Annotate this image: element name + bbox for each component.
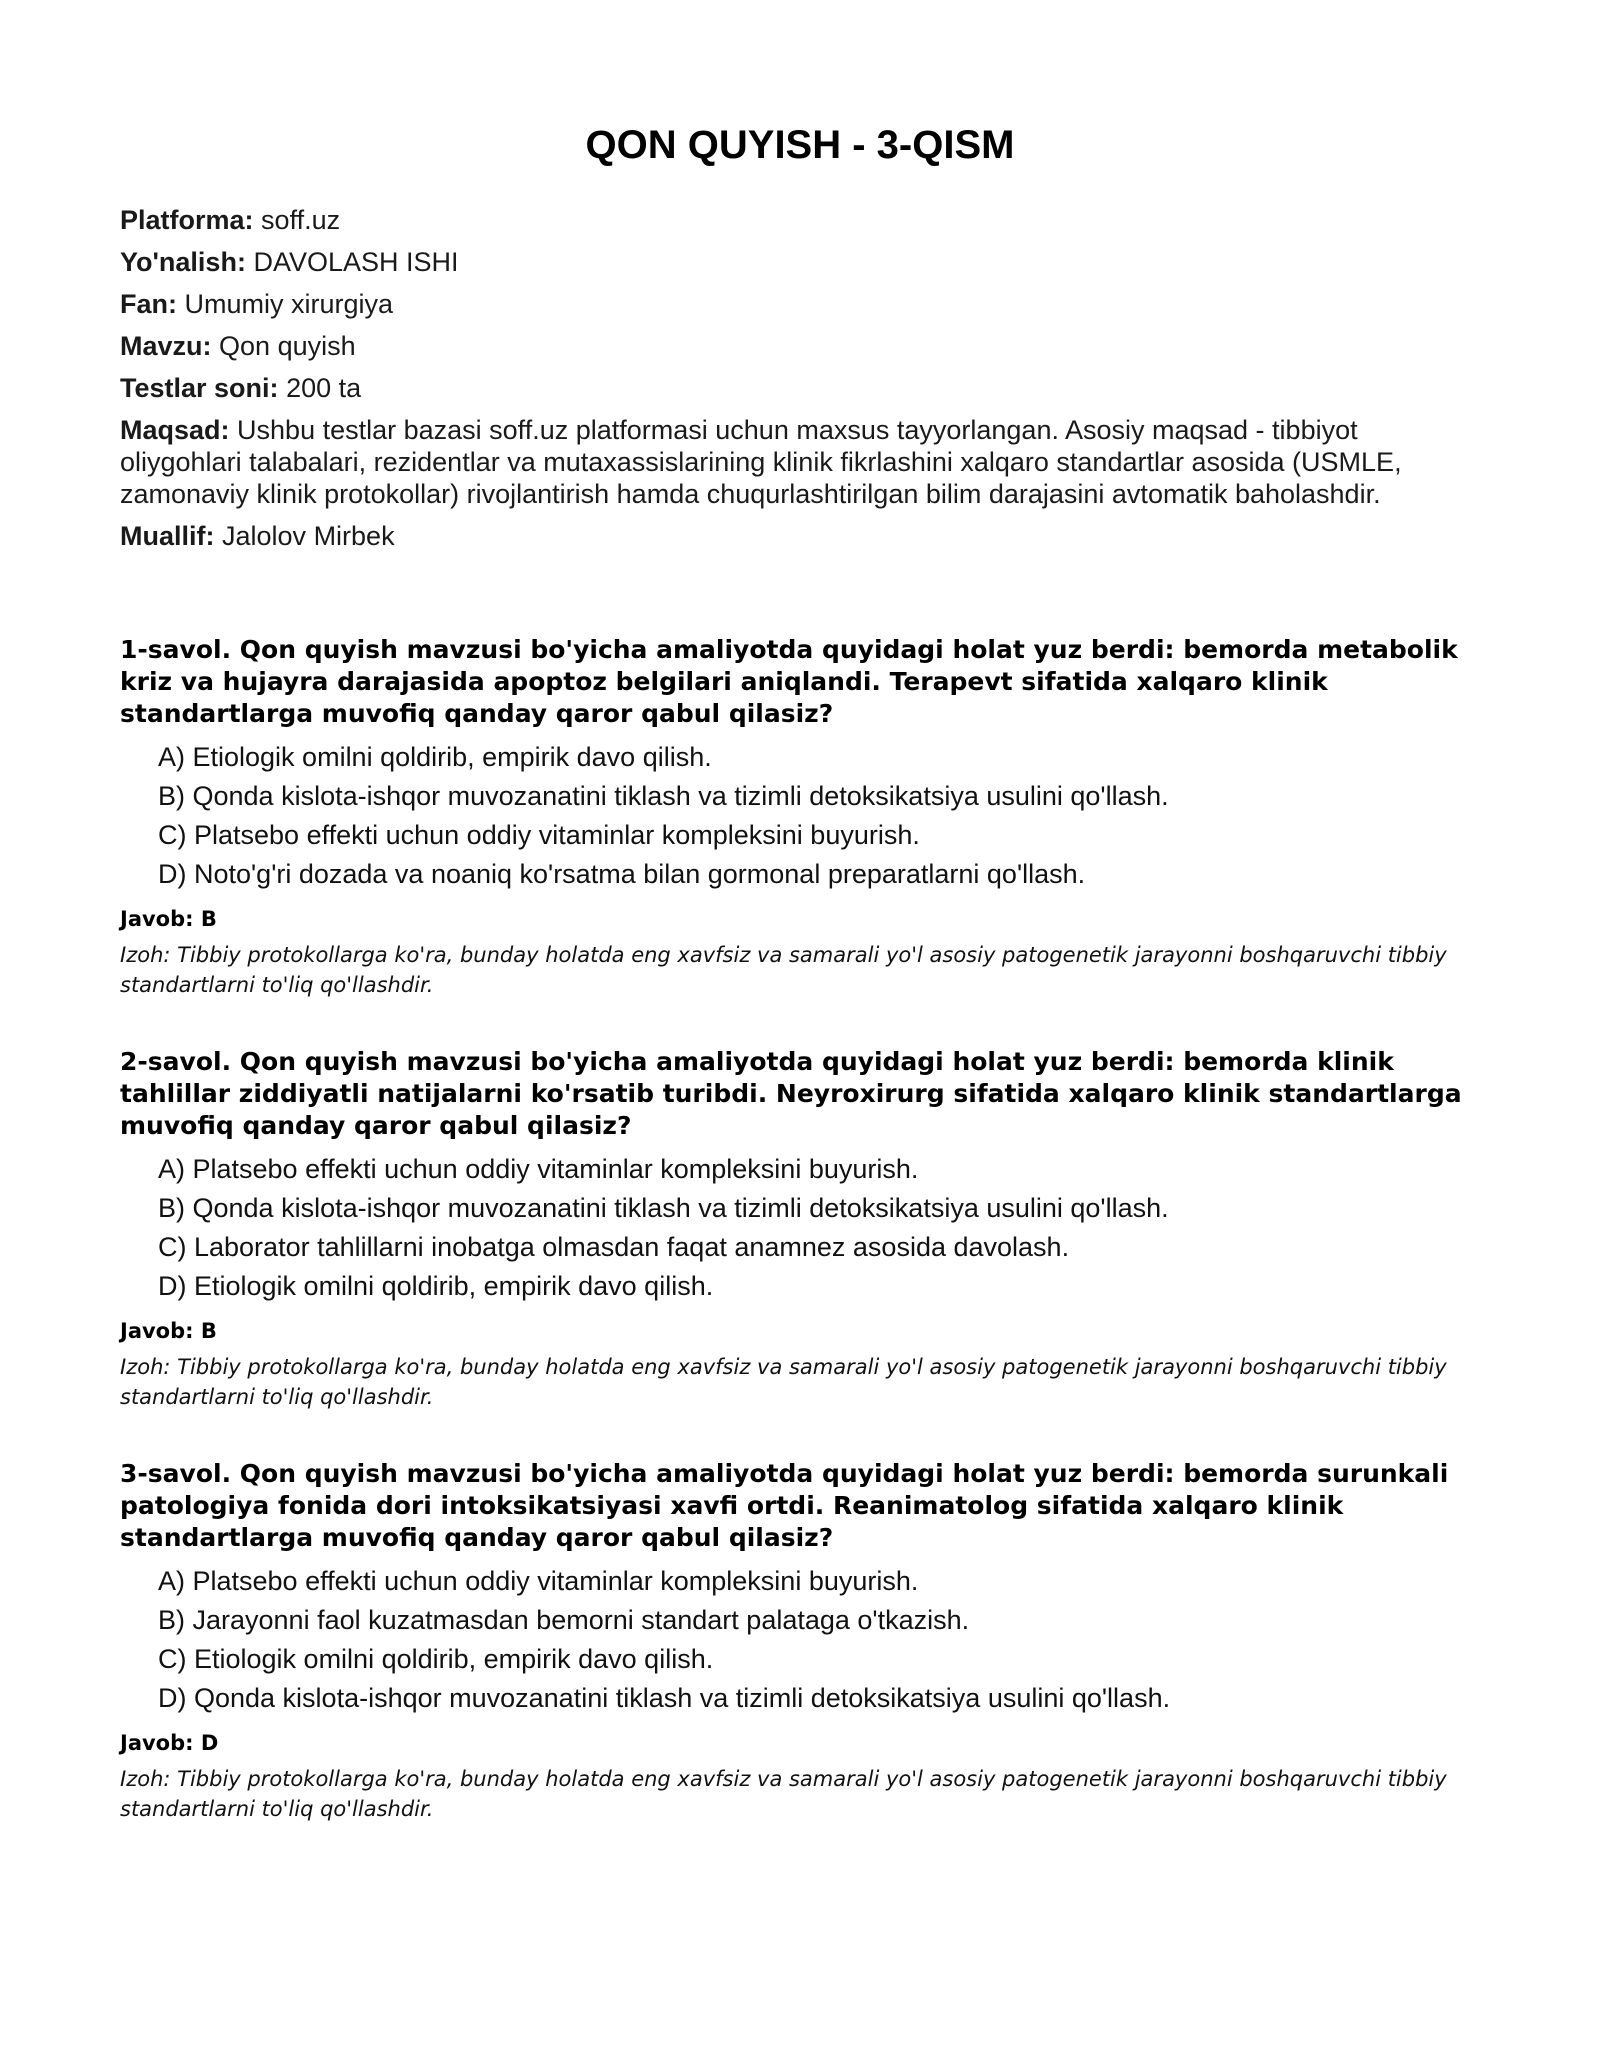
meta-platform — [120, 204, 1480, 236]
answer-explanation: Izoh: Tibbiy protokollarga ko'ra, bunday holatda eng xavfsiz va samarali yo'l asosiy patogenetik jarayonni boshqaruvchi tibbiy standartlarni to'liq qo'llashdir. — [120, 1355, 1447, 1409]
document-meta — [120, 204, 1480, 552]
meta-purpose — [120, 414, 1480, 510]
meta-value: soff.uz — [261, 205, 341, 235]
document-title: QON QUYISH - 3-QISM — [585, 123, 1015, 167]
question-block — [120, 1458, 1480, 1824]
correct-answer: Javob: D — [120, 1731, 219, 1755]
answer-option: C) Laborator tahlillarni inobatga olmasdan faqat anamnez asosida davolash. — [158, 1232, 1070, 1262]
meta-label: Platforma: — [120, 205, 254, 235]
meta-value: 200 ta — [286, 373, 362, 403]
answer-option: B) Jarayonni faol kuzatmasdan bemorni standart palataga o'tkazish. — [158, 1605, 970, 1635]
answer-option: C) Platsebo effekti uchun oddiy vitaminlar kompleksini buyurish. — [158, 820, 920, 850]
answer-option: C) Etiologik omilni qoldirib, empirik davo qilish. — [158, 1644, 714, 1674]
meta-label: Testlar soni: — [120, 373, 279, 403]
answer-option: A) Etiologik omilni qoldirib, empirik davo qilish. — [158, 742, 712, 772]
answer-option: A) Platsebo effekti uchun oddiy vitaminlar kompleksini buyurish. — [158, 1566, 919, 1596]
answer-option: A) Platsebo effekti uchun oddiy vitaminlar kompleksini buyurish. — [158, 1154, 919, 1184]
meta-label: Fan: — [120, 289, 177, 319]
question-block — [120, 634, 1480, 1000]
meta-direction — [120, 246, 1480, 278]
answer-explanation: Izoh: Tibbiy protokollarga ko'ra, bunday holatda eng xavfsiz va samarali yo'l asosiy patogenetik jarayonni boshqaruvchi tibbiy standartlarni to'liq qo'llashdir. — [120, 943, 1447, 997]
correct-answer: Javob: B — [120, 1319, 217, 1343]
meta-value: Jalolov Mirbek — [222, 521, 395, 551]
answer-option: B) Qonda kislota-ishqor muvozanatini tiklash va tizimli detoksikatsiya usulini qo'llash. — [158, 1193, 1169, 1223]
meta-subject — [120, 288, 1480, 320]
answer-option: D) Qonda kislota-ishqor muvozanatini tiklash va tizimli detoksikatsiya usulini qo'llash. — [158, 1683, 1171, 1713]
meta-label: Muallif: — [120, 521, 215, 551]
question-text: 3-savol. Qon quyish mavzusi bo'yicha amaliyotda quyidagi holat yuz berdi: bemorda surunkali patologiya fonida dori intoksikatsiyasi xavfi ortdi. Reanimatolog sifatida xalqaro klinik standartlarga muvofiq qanday qaror qabul qilasiz? — [120, 1459, 1449, 1552]
answer-option: D) Etiologik omilni qoldirib, empirik davo qilish. — [158, 1271, 714, 1301]
meta-author — [120, 520, 1480, 552]
answer-explanation: Izoh: Tibbiy protokollarga ko'ra, bunday holatda eng xavfsiz va samarali yo'l asosiy patogenetik jarayonni boshqaruvchi tibbiy standartlarni to'liq qo'llashdir. — [120, 1767, 1447, 1821]
meta-value: Qon quyish — [219, 331, 356, 361]
meta-topic — [120, 330, 1480, 362]
correct-answer: Javob: B — [120, 907, 217, 931]
question-block — [120, 1046, 1480, 1412]
question-text: 2-savol. Qon quyish mavzusi bo'yicha amaliyotda quyidagi holat yuz berdi: bemorda klinik tahlillar ziddiyatli natijalarni ko'rsatib turibdi. Neyroxirurg sifatida xalqaro klinik standartlarga muvofiq qanday qaror qabul qilasiz? — [120, 1047, 1462, 1140]
question-list — [120, 634, 1480, 1824]
question-text: 1-savol. Qon quyish mavzusi bo'yicha amaliyotda quyidagi holat yuz berdi: bemorda metabolik kriz va hujayra darajasida apoptoz belgilari aniqlandi. Terapevt sifatida xalqaro klinik standartlarga muvofiq qanday qaror qabul qilasiz? — [120, 635, 1458, 728]
answer-option: D) Noto'g'ri dozada va noaniq ko'rsatma bilan gormonal preparatlarni qo'llash. — [158, 859, 1086, 889]
answer-option: B) Qonda kislota-ishqor muvozanatini tiklash va tizimli detoksikatsiya usulini qo'llash. — [158, 781, 1169, 811]
meta-value: Ushbu testlar bazasi soff.uz platformasi uchun maxsus tayyorlangan. Asosiy maqsad - tibbiyot oliygohlari talabalari, rezidentlar va mutaxassislarining klinik fikrlashini xalqaro standartlar asosida (USMLE, zamonaviy klinik protokollar) rivojlantirish hamda chuqurlashtirilgan bilim darajasini avtomatik baholashdir. — [120, 415, 1402, 509]
meta-label: Maqsad: — [120, 415, 230, 445]
meta-value: Umumiy xirurgiya — [184, 289, 394, 319]
meta-test-count — [120, 372, 1480, 404]
meta-label: Yo'nalish: — [120, 247, 246, 277]
meta-value: DAVOLASH ISHI — [253, 247, 459, 277]
meta-label: Mavzu: — [120, 331, 212, 361]
